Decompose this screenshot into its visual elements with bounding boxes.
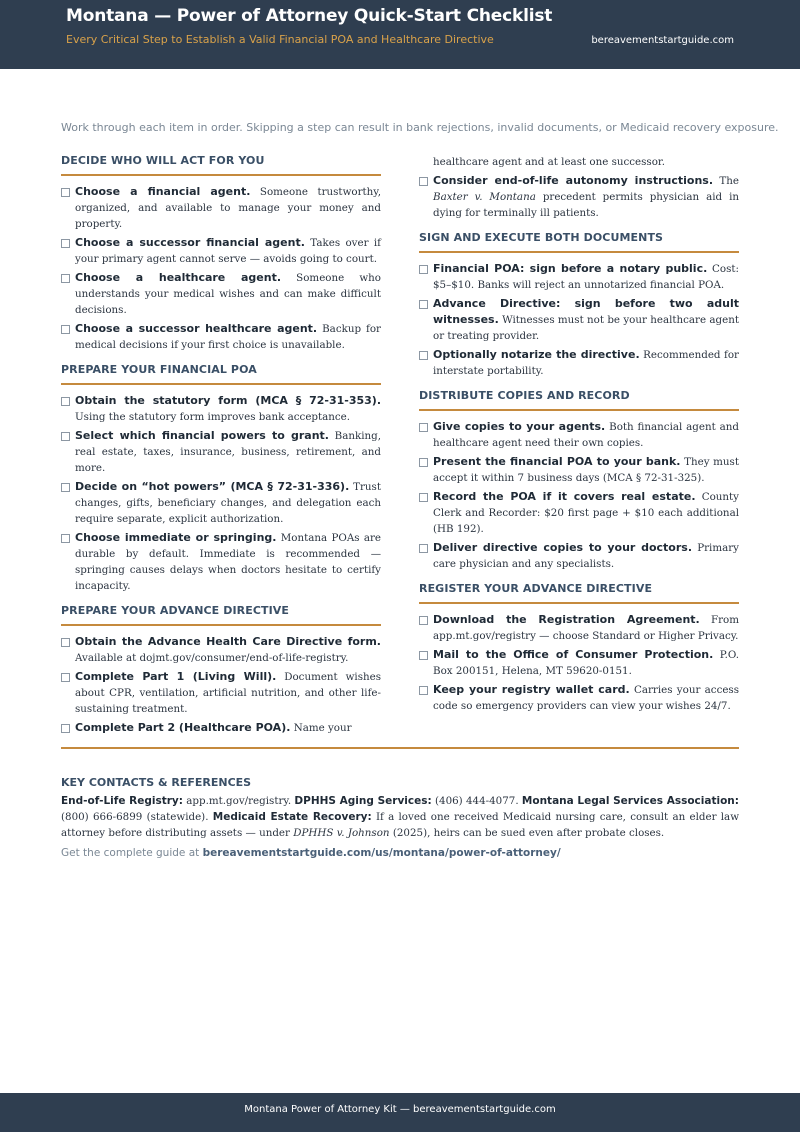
- checkbox[interactable]: [419, 493, 428, 502]
- checkbox[interactable]: [61, 483, 70, 492]
- key-contacts: [61, 776, 739, 859]
- checklist-item: [61, 235, 381, 267]
- contact-value: (800) 666-6899 (statewide).: [61, 811, 209, 823]
- checkbox[interactable]: [61, 325, 70, 334]
- item-heading: Mail to the Office of Consumer Protection.: [433, 648, 714, 661]
- item-text: Trust changes, gifts, beneficiary changes, and delegation each require separate, explicit authorization.: [75, 481, 381, 525]
- item-heading: Consider end-of-life autonomy instructions.: [433, 174, 714, 187]
- section-title: DECIDE WHO WILL ACT FOR YOU: [61, 154, 381, 176]
- item-text: Someone who understands your medical wishes and can make difficult decisions.: [75, 272, 382, 316]
- case-name: Baxter v. Montana: [433, 191, 536, 203]
- checklist-item: [61, 634, 381, 666]
- page-header: [0, 0, 800, 69]
- checklist-item: [419, 612, 739, 644]
- checkbox[interactable]: [419, 351, 428, 360]
- checkbox[interactable]: [61, 274, 70, 283]
- checkbox[interactable]: [419, 651, 428, 660]
- item-text: Cost: $5–$10. Banks will reject an unnotarized financial POA.: [433, 263, 739, 291]
- continued-text: healthcare agent and at least one successor.: [433, 156, 665, 168]
- guide-prefix: Get the complete guide at: [61, 847, 200, 859]
- checkbox[interactable]: [61, 188, 70, 197]
- contact-value: (2025), heirs can be sued even after probate closes.: [392, 827, 665, 839]
- item-heading: Download the Registration Agreement.: [433, 613, 700, 626]
- contact-label: Medicaid Estate Recovery:: [212, 811, 372, 823]
- checkbox[interactable]: [61, 239, 70, 248]
- contact-label: DPHHS Aging Services:: [294, 795, 432, 807]
- checklist-item: [61, 530, 381, 594]
- checkbox[interactable]: [61, 638, 70, 647]
- checklist-item: [61, 321, 381, 353]
- section-title: REGISTER YOUR ADVANCE DIRECTIVE: [419, 582, 739, 604]
- checkbox[interactable]: [61, 534, 70, 543]
- section-title: SIGN AND EXECUTE BOTH DOCUMENTS: [419, 231, 739, 253]
- contacts-text: [61, 793, 739, 841]
- left-column: [61, 154, 381, 739]
- checklist-item: [419, 296, 739, 344]
- section-title: PREPARE YOUR FINANCIAL POA: [61, 363, 381, 385]
- contact-value: app.mt.gov/registry.: [186, 795, 292, 807]
- checklist-item: [61, 270, 381, 318]
- contact-label: Montana Legal Services Association:: [521, 795, 739, 807]
- checkbox[interactable]: [419, 616, 428, 625]
- item-text: Montana POAs are durable by default. Immediate is recommended — springing causes delays when doctors hesitate to certify incapacity.: [75, 532, 381, 592]
- item-heading: Decide on “hot powers” (MCA § 72-31-336).: [75, 480, 350, 493]
- item-heading: Record the POA if it covers real estate.: [433, 490, 696, 503]
- checkbox[interactable]: [419, 300, 428, 309]
- item-text: Someone trustworthy, organized, and available to manage your money and property.: [75, 186, 381, 230]
- checklist-item: [61, 184, 381, 232]
- item-text: Takes over if your primary agent cannot serve — avoids going to court.: [75, 237, 381, 265]
- item-heading: Choose a successor financial agent.: [75, 236, 305, 249]
- checklist-item: [61, 479, 381, 527]
- item-text: Witnesses must not be your healthcare agent or treating provider.: [433, 314, 739, 342]
- item-text: Name your: [293, 722, 352, 734]
- contact-value: If a loved one received Medicaid nursing care, consult an elder law attorney before distributing assets — under: [61, 811, 740, 839]
- checklist-item: [61, 393, 381, 425]
- section-divider: [61, 747, 739, 749]
- section-title: PREPARE YOUR ADVANCE DIRECTIVE: [61, 604, 381, 626]
- item-heading: Financial POA: sign before a notary public.: [433, 262, 708, 275]
- section-title: DISTRIBUTE COPIES AND RECORD: [419, 389, 739, 411]
- checkbox[interactable]: [419, 686, 428, 695]
- item-text: Backup for medical decisions if your first choice is unavailable.: [75, 323, 381, 351]
- contacts-title: KEY CONTACTS & REFERENCES: [61, 776, 252, 789]
- page-title: Montana — Power of Attorney Quick-Start Checklist: [66, 6, 553, 26]
- item-heading: Obtain the statutory form (MCA § 72-31-353).: [75, 394, 381, 407]
- contact-value: (406) 444-4077.: [435, 795, 519, 807]
- checklist-item: [419, 419, 739, 451]
- item-heading: Complete Part 2 (Healthcare POA).: [75, 721, 291, 734]
- item-heading: Advance Directive: sign before two adult witnesses.: [433, 297, 739, 326]
- footer-text: Montana Power of Attorney Kit — bereavementstartguide.com: [244, 1104, 556, 1115]
- item-text: From app.mt.gov/registry — choose Standard or Higher Privacy.: [433, 614, 739, 642]
- item-heading: Deliver directive copies to your doctors.: [433, 541, 693, 554]
- case-name: DPHHS v. Johnson: [293, 827, 390, 839]
- item-text: P.O. Box 200151, Helena, MT 59620-0151.: [433, 649, 739, 677]
- checklist-item: [419, 347, 739, 379]
- item-heading: Select which financial powers to grant.: [75, 429, 329, 442]
- item-text: Document wishes about CPR, ventilation, artificial nutrition, and other life-sustaining treatment.: [75, 671, 381, 715]
- item-heading: Choose immediate or springing.: [75, 531, 277, 544]
- item-text: Banking, real estate, taxes, insurance, business, retirement, and more.: [75, 430, 381, 474]
- item-heading: Optionally notarize the directive.: [433, 348, 640, 361]
- item-text: Primary care physician and any specialists.: [433, 542, 739, 570]
- item-heading: Choose a healthcare agent.: [75, 271, 282, 284]
- checklist-item: [419, 173, 739, 221]
- item-text: Both financial agent and healthcare agent need their own copies.: [433, 421, 739, 449]
- checklist-item: [419, 682, 739, 714]
- checkbox[interactable]: [419, 423, 428, 432]
- item-text: The: [719, 175, 739, 187]
- guide-link[interactable]: bereavementstartguide.com/us/montana/power-of-attorney/: [202, 847, 561, 859]
- item-text: Recommended for interstate portability.: [433, 349, 739, 377]
- checkbox[interactable]: [419, 458, 428, 467]
- checklist-item: [419, 489, 739, 537]
- item-heading: Present the financial POA to your bank.: [433, 455, 681, 468]
- item-heading: Choose a financial agent.: [75, 185, 251, 198]
- checklist-item: [419, 647, 739, 679]
- item-heading: Keep your registry wallet card.: [433, 683, 630, 696]
- item-text: Carries your access code so emergency providers can view your wishes 24/7.: [433, 684, 739, 712]
- page-footer: [0, 1093, 800, 1132]
- checkbox[interactable]: [61, 432, 70, 441]
- checkbox[interactable]: [419, 265, 428, 274]
- item-text: They must accept it within 7 business days (MCA § 72-31-325).: [433, 456, 739, 484]
- checkbox[interactable]: [61, 397, 70, 406]
- contact-label: End-of-Life Registry:: [61, 795, 183, 807]
- checklist-item: [61, 428, 381, 476]
- checklist-item: [419, 454, 739, 486]
- checkbox[interactable]: [61, 724, 70, 733]
- checkbox[interactable]: [61, 673, 70, 682]
- checkbox[interactable]: [419, 177, 428, 186]
- item-heading: Choose a successor healthcare agent.: [75, 322, 318, 335]
- item-text: precedent permits physician aid in dying for terminally ill patients.: [433, 191, 739, 219]
- page-subtitle: Every Critical Step to Establish a Valid Financial POA and Healthcare Directive: [66, 33, 494, 46]
- item-text: County Clerk and Recorder: $20 first page + $10 each additional (HB 192).: [433, 491, 739, 535]
- item-text: Using the statutory form improves bank acceptance.: [75, 411, 351, 423]
- right-column: [419, 154, 739, 717]
- intro-text: Work through each item in order. Skipping a step can result in bank rejections, invalid documents, or Medicaid recovery exposure.: [61, 121, 779, 134]
- checklist-item: [61, 720, 381, 736]
- checklist-item: [419, 261, 739, 293]
- checklist-item: [61, 669, 381, 717]
- item-heading: Give copies to your agents.: [433, 420, 606, 433]
- item-text: Available at dojmt.gov/consumer/end-of-life-registry.: [75, 652, 349, 664]
- checkbox[interactable]: [419, 544, 428, 553]
- item-heading: Obtain the Advance Health Care Directive form.: [75, 635, 381, 648]
- item-heading: Complete Part 1 (Living Will).: [75, 670, 277, 683]
- checklist-item: [419, 540, 739, 572]
- guide-line: [61, 847, 739, 859]
- header-site-link[interactable]: bereavementstartguide.com: [591, 35, 734, 46]
